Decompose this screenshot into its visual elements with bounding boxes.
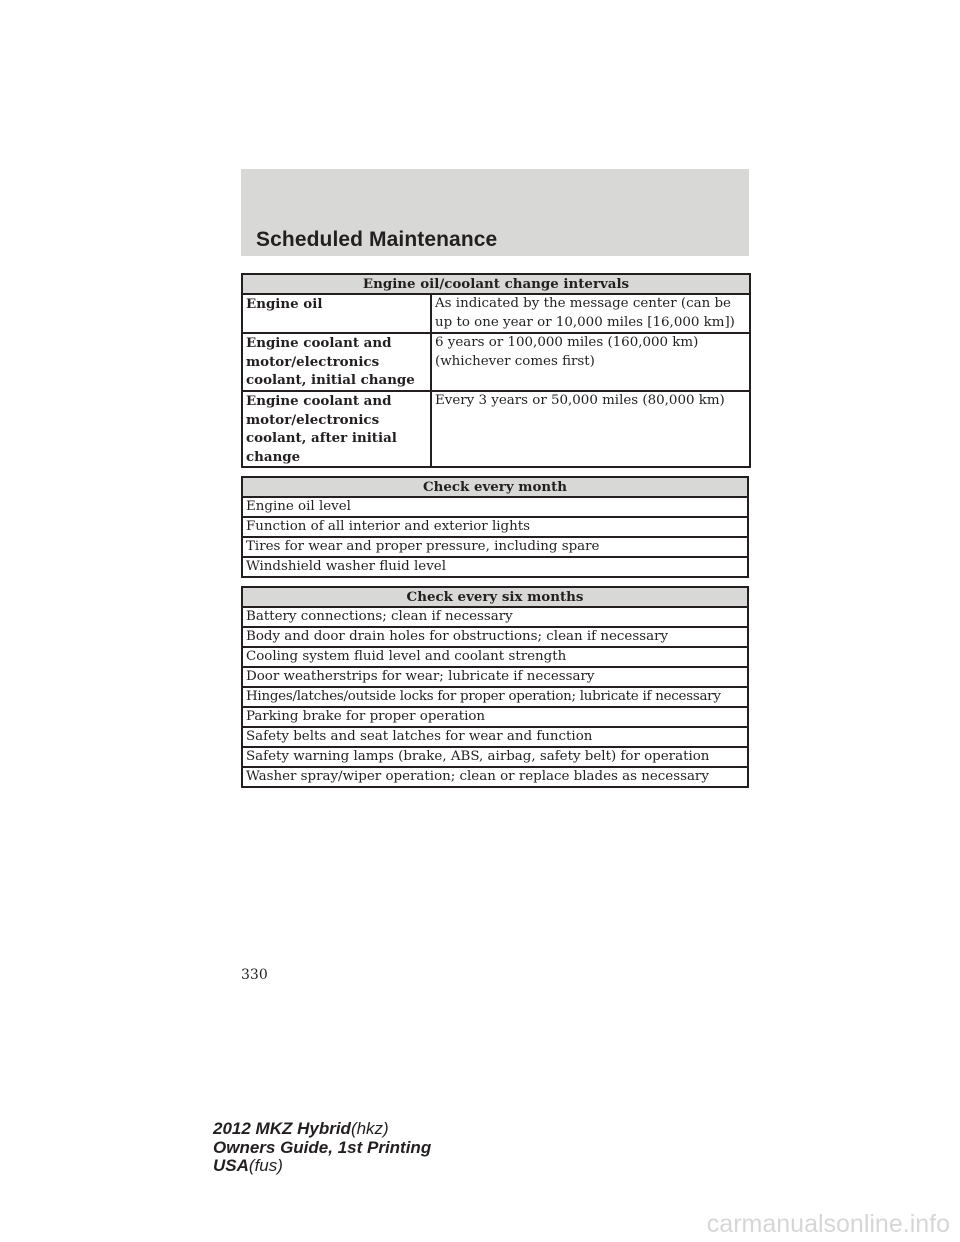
list-item: Battery connections; clean if necessary <box>242 607 748 627</box>
list-item: Windshield washer fluid level <box>242 557 748 577</box>
row-value: 6 years or 100,000 miles (160,000 km) (whichever comes first) <box>431 333 750 391</box>
row-label: Engine oil <box>242 294 431 333</box>
table-row <box>242 333 750 391</box>
list-item: Function of all interior and exterior lights <box>242 517 748 537</box>
document-footer <box>213 1120 431 1176</box>
six-month-check-table <box>241 586 749 788</box>
row-label: Engine coolant and motor/electronics coolant, after initial change <box>242 391 431 467</box>
table-row <box>242 294 750 333</box>
intervals-table <box>241 273 751 468</box>
row-value: Every 3 years or 50,000 miles (80,000 km) <box>431 391 750 467</box>
footer-line-guide: Owners Guide, 1st Printing <box>213 1137 432 1157</box>
table-row <box>242 391 750 467</box>
list-item: Engine oil level <box>242 497 748 517</box>
page-number: 330 <box>241 967 268 983</box>
monthly-check-table <box>241 476 749 578</box>
list-item: Tires for wear and proper pressure, including spare <box>242 537 748 557</box>
watermark: carmanualsonline.info <box>706 1210 950 1238</box>
section-title: Scheduled Maintenance <box>256 228 498 251</box>
list-item: Cooling system fluid level and coolant strength <box>242 647 748 667</box>
six-month-table-title: Check every six months <box>242 587 748 607</box>
row-value: As indicated by the message center (can be up to one year or 10,000 miles [16,000 km]) <box>431 294 750 333</box>
list-item: Washer spray/wiper operation; clean or replace blades as necessary <box>242 767 748 787</box>
intervals-table-title: Engine oil/coolant change intervals <box>242 274 750 294</box>
footer-line-region: USA(fus) <box>213 1156 283 1175</box>
footer-line-model: 2012 MKZ Hybrid(hkz) <box>213 1119 389 1138</box>
list-item: Safety belts and seat latches for wear and function <box>242 727 748 747</box>
list-item: Hinges/latches/outside locks for proper operation; lubricate if necessary <box>242 687 748 707</box>
row-label: Engine coolant and motor/electronics coolant, initial change <box>242 333 431 391</box>
list-item: Body and door drain holes for obstructions; clean if necessary <box>242 627 748 647</box>
monthly-table-title: Check every month <box>242 477 748 497</box>
list-item: Door weatherstrips for wear; lubricate if necessary <box>242 667 748 687</box>
list-item: Parking brake for proper operation <box>242 707 748 727</box>
list-item: Safety warning lamps (brake, ABS, airbag, safety belt) for operation <box>242 747 748 767</box>
